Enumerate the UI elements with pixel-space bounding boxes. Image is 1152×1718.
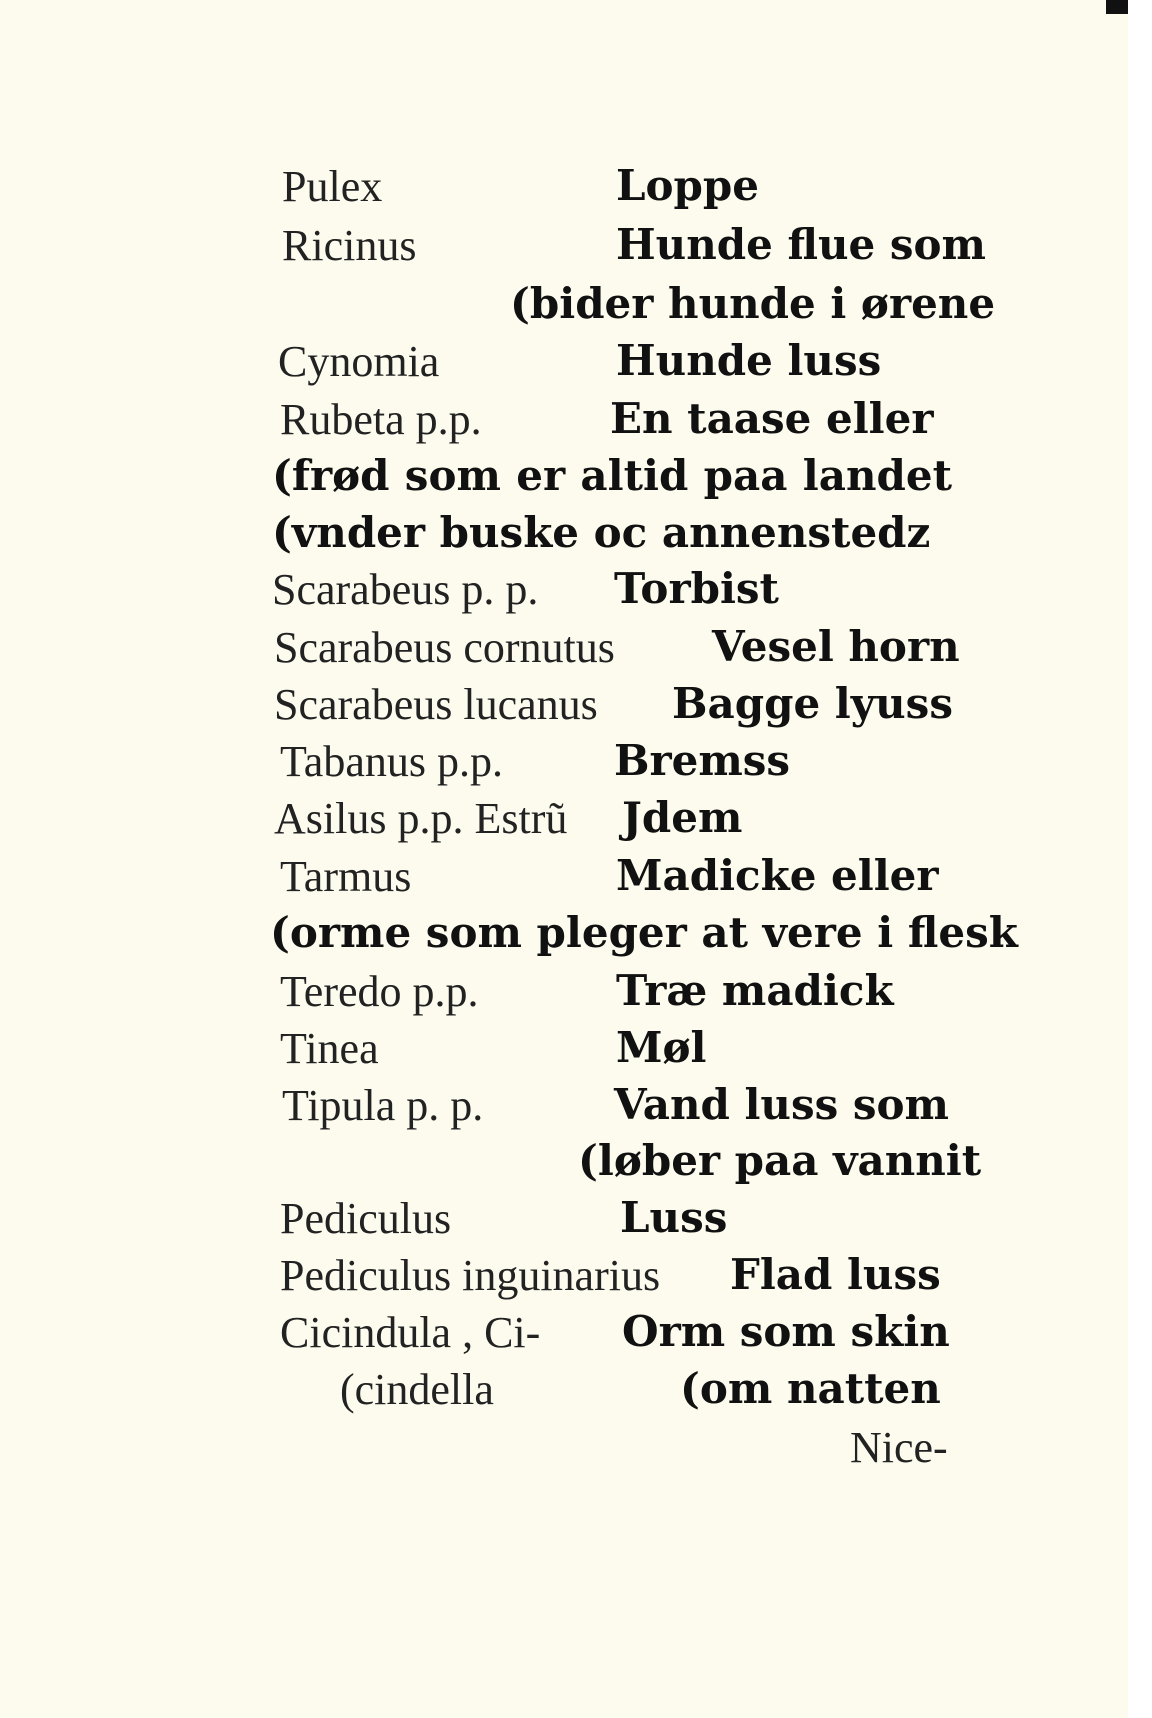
latin-term: Tipula p. p. bbox=[282, 1081, 484, 1130]
danish-continuation: (bider hunde i ørene bbox=[510, 279, 996, 328]
danish-term: Bagge lyuss bbox=[672, 679, 953, 728]
latin-term: Pediculus inguinarius bbox=[280, 1251, 661, 1300]
latin-term: Asilus p.p. Estrũ bbox=[274, 794, 568, 843]
scan-edge-mark bbox=[1106, 0, 1128, 14]
latin-term: (cindella bbox=[340, 1365, 494, 1414]
latin-term: Rubeta p.p. bbox=[280, 395, 482, 444]
danish-term: Luss bbox=[620, 1193, 728, 1242]
danish-term: Flad luss bbox=[730, 1250, 941, 1299]
danish-term: Træ madick bbox=[616, 966, 894, 1015]
latin-term: Tarmus bbox=[280, 852, 412, 901]
danish-full-line: (frød som er altid paa landet bbox=[272, 451, 952, 500]
danish-full-line: (vnder buske oc annenstedz bbox=[272, 508, 931, 557]
latin-term: Teredo p.p. bbox=[280, 967, 479, 1016]
danish-full-line: (orme som pleger at vere i flesk bbox=[270, 908, 1018, 957]
latin-term: Scarabeus cornutus bbox=[274, 623, 615, 672]
danish-term: Orm som skin bbox=[622, 1307, 950, 1356]
latin-term: Ricinus bbox=[282, 221, 417, 270]
latin-term: Cynomia bbox=[278, 337, 440, 386]
danish-term: Møl bbox=[616, 1023, 707, 1072]
latin-term: Tinea bbox=[280, 1024, 379, 1073]
danish-term: Madicke eller bbox=[616, 851, 939, 900]
latin-term: Pediculus bbox=[280, 1194, 452, 1243]
danish-term: Torbist bbox=[614, 564, 779, 613]
danish-term: Vesel horn bbox=[712, 622, 960, 671]
danish-term: Jdem bbox=[622, 793, 743, 842]
latin-term: Scarabeus lucanus bbox=[274, 680, 598, 729]
catchword: Nice- bbox=[850, 1423, 948, 1472]
danish-term: (om natten bbox=[680, 1364, 941, 1413]
latin-term: Pulex bbox=[282, 162, 383, 211]
latin-term: Tabanus p.p. bbox=[280, 737, 503, 786]
danish-term: En taase eller bbox=[610, 394, 934, 443]
danish-term: Vand luss som bbox=[614, 1080, 949, 1129]
latin-term: Cicindula , Ci- bbox=[280, 1308, 541, 1357]
danish-term: Hunde luss bbox=[616, 336, 882, 385]
danish-term: Loppe bbox=[616, 161, 760, 210]
danish-term: Hunde flue som bbox=[616, 220, 986, 269]
latin-term: Scarabeus p. p. bbox=[272, 565, 539, 614]
danish-term: Bremss bbox=[614, 736, 791, 785]
danish-continuation: (løber paa vannit bbox=[578, 1136, 982, 1185]
